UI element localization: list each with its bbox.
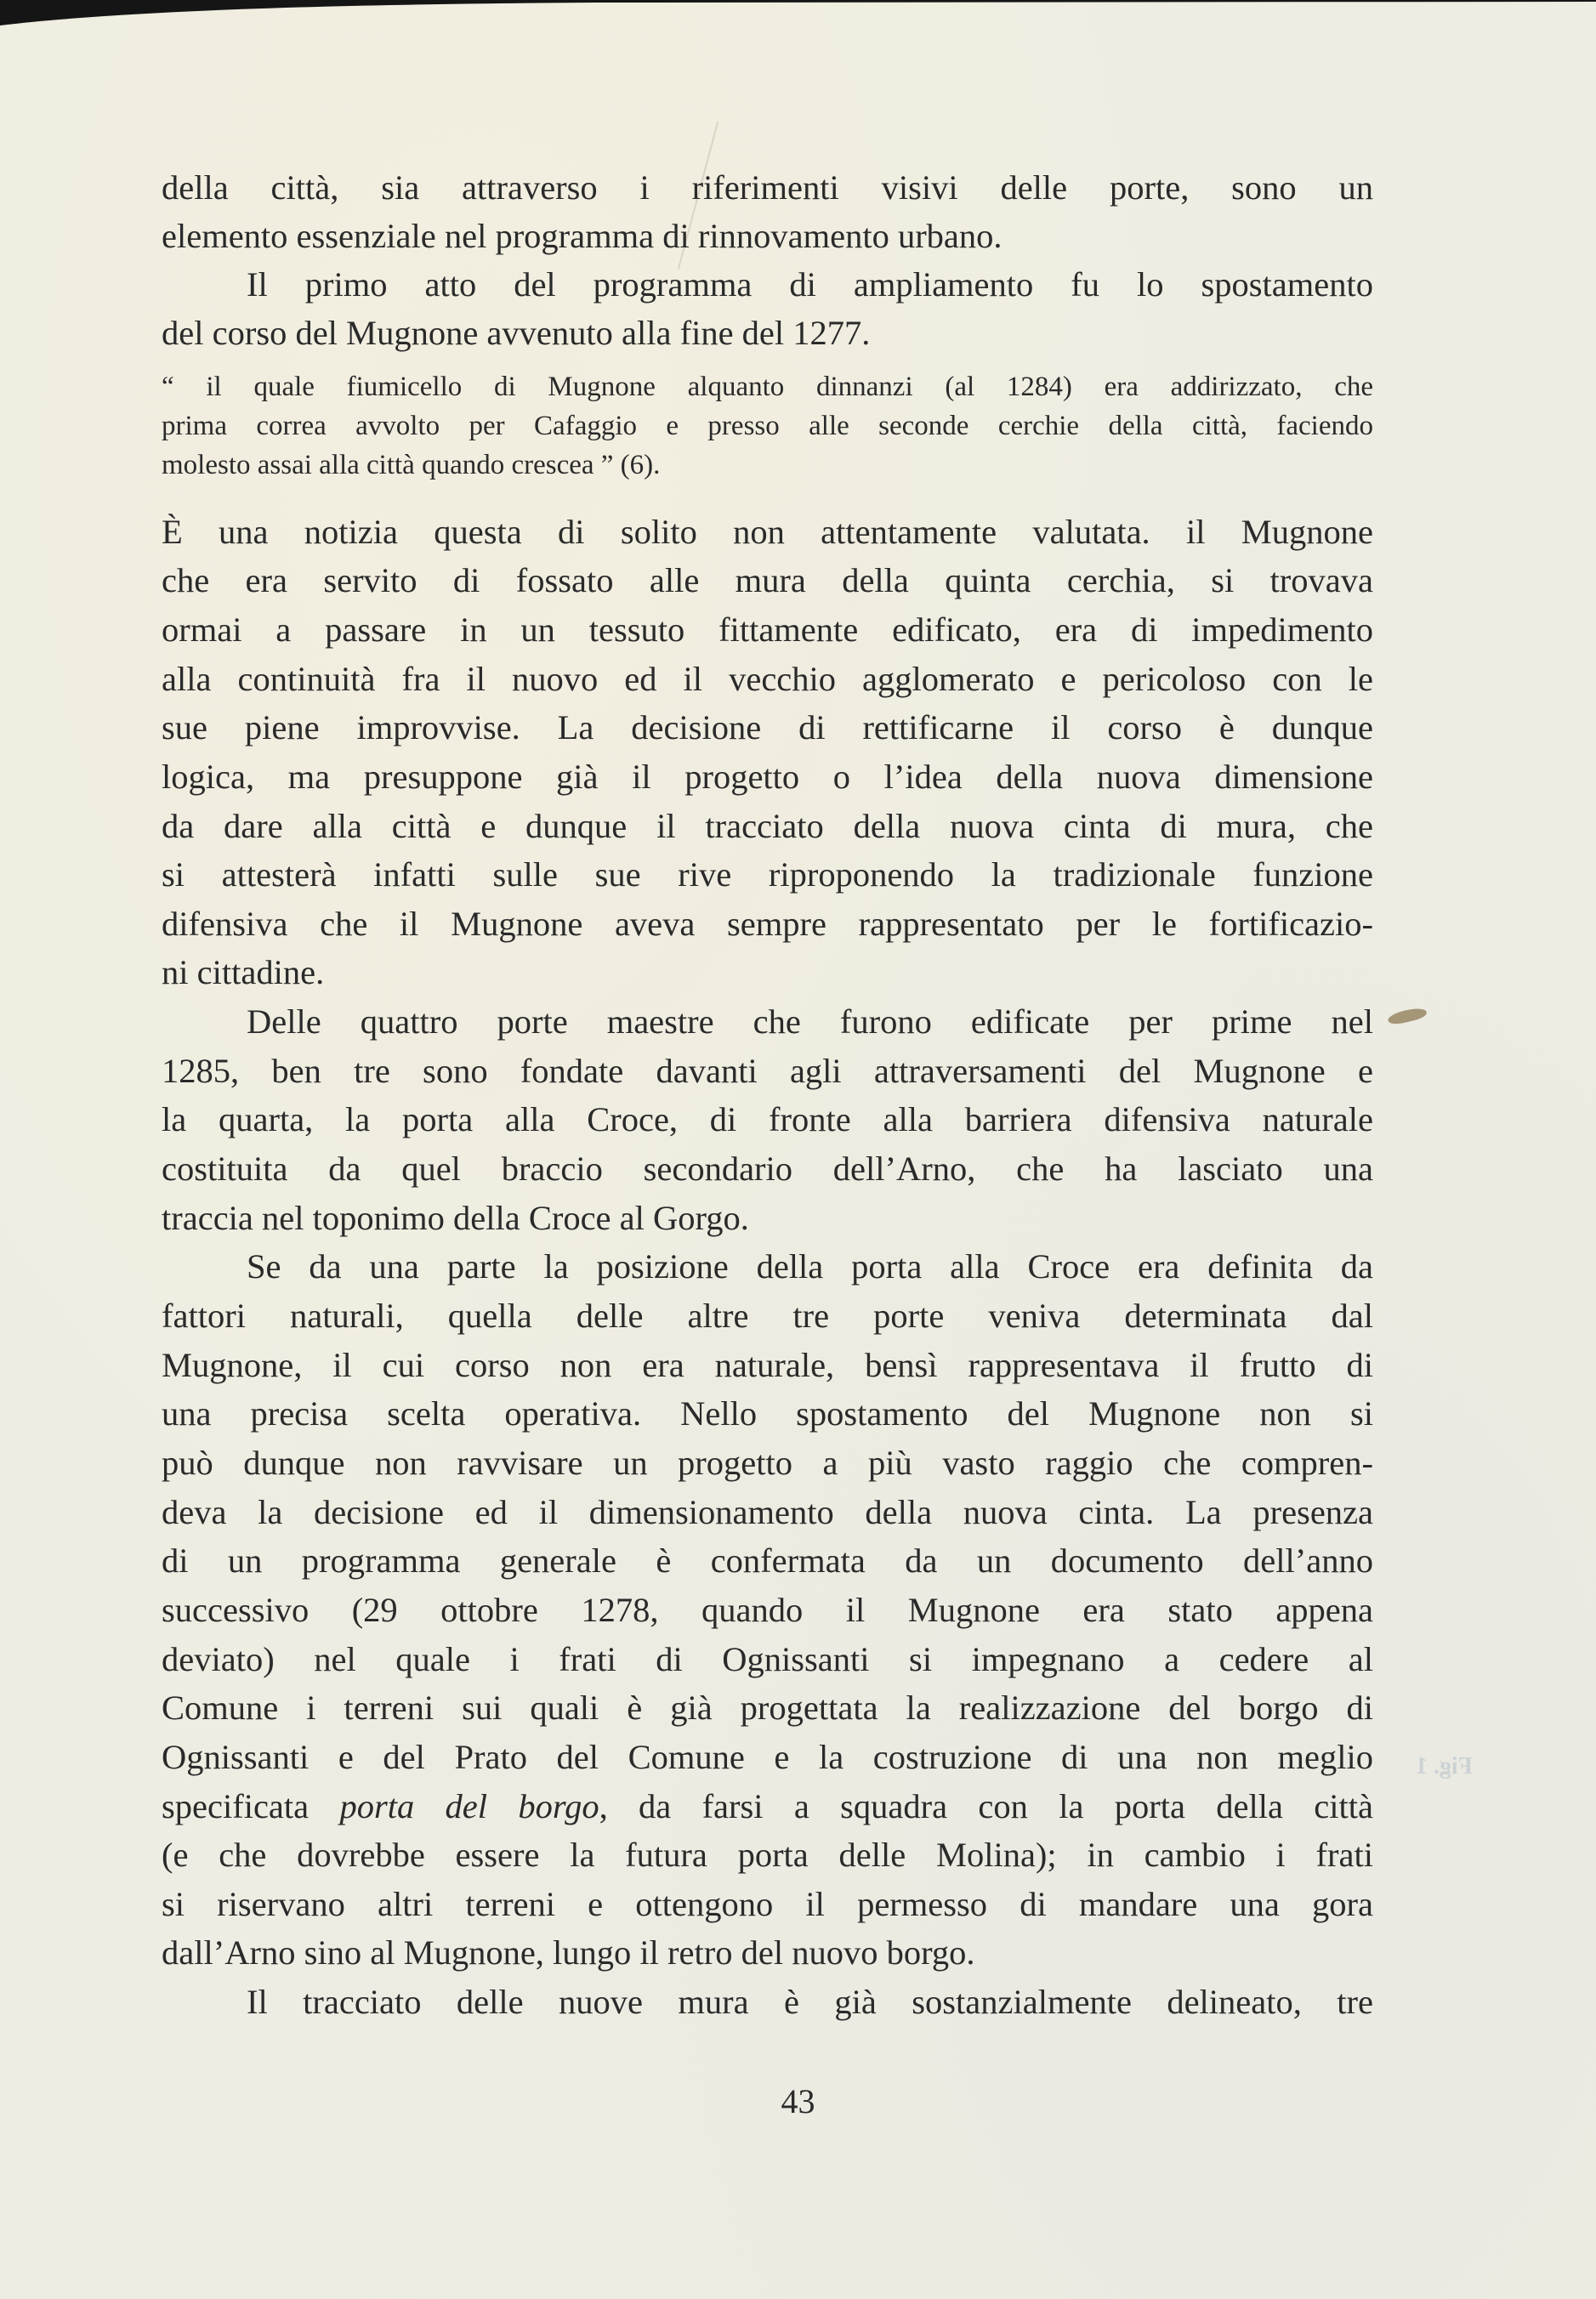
text-line: dall’Arno sino al Mugnone, lungo il retro del nuovo borgo.	[162, 1933, 975, 1973]
text-line: di un programma generale è confermata da un documento dell’anno	[162, 1541, 1373, 1581]
text-line: difensiva che il Mugnone aveva sempre rappresentato per le fortificazio-	[162, 904, 1373, 943]
text-line: prima correa avvolto per Cafaggio e presso alle seconde cerchie della città, faciendo	[162, 410, 1373, 441]
text-line: alla continuità fra il nuovo ed il vecchio agglomerato e pericoloso con le	[162, 659, 1373, 698]
text-line: della città, sia attraverso i riferimenti visivi delle porte, sono un	[162, 167, 1373, 207]
bleed-through-fig-label: Fig. 1	[1416, 1753, 1473, 1780]
text-line: si riservano altri terreni e ottengono il permesso di mandare una gora	[162, 1884, 1373, 1923]
text-line: È una notizia questa di solito non attentamente valutata. il Mugnone	[162, 512, 1373, 551]
text-line: si attesterà infatti sulle sue rive riproponendo la tradizionale funzione	[162, 855, 1373, 894]
text-line: ormai a passare in un tessuto fittamente edificato, era di impedimento	[162, 610, 1373, 649]
text-line: specificata porta del borgo, da farsi a squadra con la porta della città	[162, 1786, 1374, 1825]
page-number: 43	[781, 2082, 815, 2120]
text-line: Il primo atto del programma di ampliamento fu lo spostamento	[247, 264, 1373, 304]
text-line: Mugnone, il cui corso non era naturale, bensì rappresentava il frutto di	[162, 1345, 1373, 1384]
text-line: Ognissanti e del Prato del Comune e la costruzione di una non meglio	[162, 1737, 1373, 1776]
text-line: ni cittadine.	[162, 953, 325, 992]
text-line: costituita da quel braccio secondario dell’Arno, che ha lasciato una	[162, 1150, 1373, 1189]
text-line: successivo (29 ottobre 1278, quando il Mugnone era stato appena	[162, 1590, 1373, 1629]
text-line: traccia nel toponimo della Croce al Gorgo.	[162, 1198, 749, 1237]
text-line: deviato) nel quale i frati di Ognissanti si impegnano a cedere al	[162, 1639, 1373, 1678]
text-line: fattori naturali, quella delle altre tre porte veniva determinata dal	[162, 1297, 1373, 1335]
text-line: elemento essenziale nel programma di rinnovamento urbano.	[162, 217, 1002, 256]
text-line: che era servito di fossato alle mura della quinta cerchia, si trovava	[162, 561, 1373, 600]
text-line: del corso del Mugnone avvenuto alla fine del 1277.	[162, 314, 871, 353]
text-line: una precisa scelta operativa. Nello spostamento del Mugnone non si	[162, 1394, 1373, 1433]
text-line: Se da una parte la posizione della porta alla Croce era definita da	[247, 1247, 1373, 1286]
text-line: “ il quale fiumicello di Mugnone alquanto dinnanzi (al 1284) era addirizzato, che	[162, 371, 1373, 402]
ink-smudge	[1387, 1006, 1428, 1027]
text-line: Delle quattro porte maestre che furono edificate per prime nel	[247, 1002, 1373, 1042]
text-line: (e che dovrebbe essere la futura porta delle Molina); in cambio i frati	[162, 1836, 1373, 1875]
text-line: Comune i terreni sui quali è già progettata la realizzazione del borgo di	[162, 1689, 1373, 1728]
text-line: deva la decisione ed il dimensionamento della nuova cinta. La presenza	[162, 1492, 1373, 1531]
text-line: da dare alla città e dunque il tracciato della nuova cinta di mura, che	[162, 806, 1373, 845]
text-line: logica, ma presuppone già il progetto o l’idea della nuova dimensione	[162, 757, 1373, 796]
text-line: 1285, ben tre sono fondate davanti agli attraversamenti del Mugnone e	[162, 1051, 1373, 1090]
italic-term: porta del borgo	[339, 1786, 599, 1825]
text-line: molesto assai alla città quando crescea ” (6).	[162, 449, 661, 480]
text-line: Il tracciato delle nuove mura è già sostanzialmente delineato, tre	[247, 1983, 1373, 2022]
text-line: la quarta, la porta alla Croce, di fronte alla barriera difensiva naturale	[162, 1100, 1373, 1139]
text-line: può dunque non ravvisare un progetto a più vasto raggio che compren-	[162, 1443, 1373, 1482]
text-line: sue piene improvvise. La decisione di rettificarne il corso è dunque	[162, 708, 1373, 747]
scan-edge-shadow	[0, 0, 1596, 34]
